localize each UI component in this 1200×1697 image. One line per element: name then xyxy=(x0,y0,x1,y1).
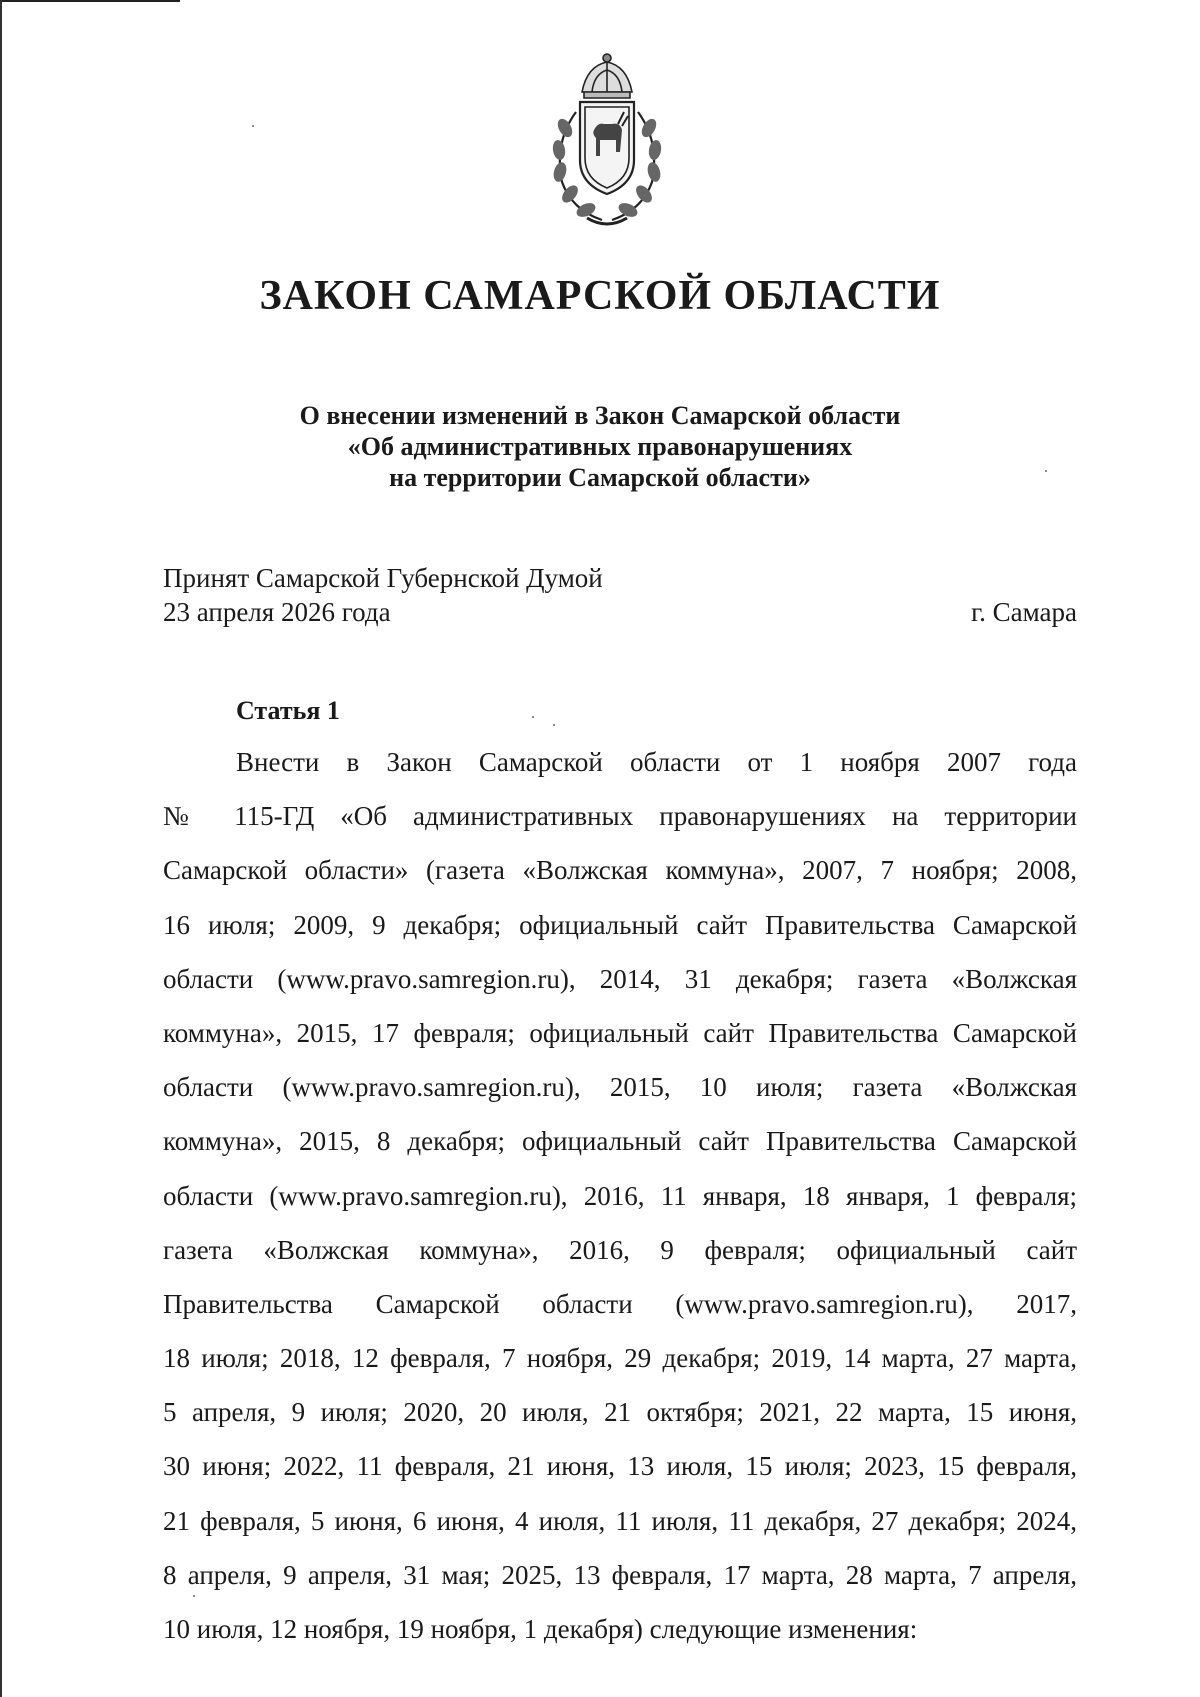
body-line: 5 апреля, 9 июля; 2020, 20 июля, 21 октября; 2021, 22 марта, 15 июня, xyxy=(163,1397,1077,1428)
body-line: области (www.pravo.samregion.ru), 2015, 10 июля; газета «Волжская xyxy=(163,1072,1077,1103)
article-body xyxy=(163,735,1077,1656)
scan-speck xyxy=(553,724,555,726)
body-line: Внести в Закон Самарской области от 1 ноября 2007 года xyxy=(236,747,1077,777)
body-line: коммуна», 2015, 17 февраля; официальный сайт Правительства Самарской xyxy=(163,1017,1077,1048)
scan-border-left xyxy=(0,0,2,1697)
body-line: 30 июня; 2022, 11 февраля, 21 июня, 13 июля, 15 июля; 2023, 15 февраля, xyxy=(163,1451,1077,1482)
body-line: 18 июля; 2018, 12 февраля, 7 ноября, 29 декабря; 2019, 14 марта, 27 марта, xyxy=(163,1343,1077,1374)
body-line: 16 июля; 2009, 9 декабря; официальный сайт Правительства Самарской xyxy=(163,909,1077,940)
scan-speck xyxy=(1045,470,1047,472)
adopted-date: 23 апреля 2026 года xyxy=(163,597,391,627)
subtitle-line: О внесении изменений в Закон Самарской области xyxy=(299,401,901,430)
adoption-block xyxy=(163,561,603,629)
body-line: газета «Волжская коммуна», 2016, 9 февраля; официальный сайт xyxy=(163,1234,1077,1265)
body-line: области (www.pravo.samregion.ru), 2014, 31 декабря; газета «Волжская xyxy=(163,963,1077,994)
city: г. Самара xyxy=(971,597,1077,627)
scan-speck xyxy=(532,716,534,718)
article-heading: Статья 1 xyxy=(236,696,340,725)
subtitle-line: «Об административных правонарушениях xyxy=(347,432,853,461)
body-line: области (www.pravo.samregion.ru), 2016, 11 января, 18 января, 1 февраля; xyxy=(163,1180,1077,1211)
scan-border-top xyxy=(0,0,180,2)
scan-speck xyxy=(252,125,254,127)
body-line: 8 апреля, 9 апреля, 31 мая; 2025, 13 февраля, 17 марта, 28 марта, 7 апреля, xyxy=(163,1559,1077,1590)
law-subtitle xyxy=(0,400,1200,493)
samara-oblast-coat-of-arms-icon xyxy=(532,52,682,232)
adopted-by: Принят Самарской Губернской Думой xyxy=(163,563,603,593)
body-line: № 115-ГД «Об административных правонарушениях на территории xyxy=(163,801,1077,832)
scan-speck xyxy=(193,1595,195,1597)
body-line: Правительства Самарской области (www.pravo.samregion.ru), 2017, xyxy=(163,1288,1077,1319)
subtitle-line: на территории Самарской области» xyxy=(389,463,811,492)
body-line: 21 февраля, 5 июня, 6 июня, 4 июля, 11 июля, 11 декабря, 27 декабря; 2024, xyxy=(163,1505,1077,1536)
body-line: коммуна», 2015, 8 декабря; официальный сайт Правительства Самарской xyxy=(163,1126,1077,1157)
body-line: Самарской области» (газета «Волжская коммуна», 2007, 7 ноября; 2008, xyxy=(163,855,1077,886)
body-line: 10 июля, 12 ноября, 19 ноября, 1 декабря) следующие изменения: xyxy=(163,1614,918,1644)
law-title: ЗАКОН САМАРСКОЙ ОБЛАСТИ xyxy=(259,273,941,319)
